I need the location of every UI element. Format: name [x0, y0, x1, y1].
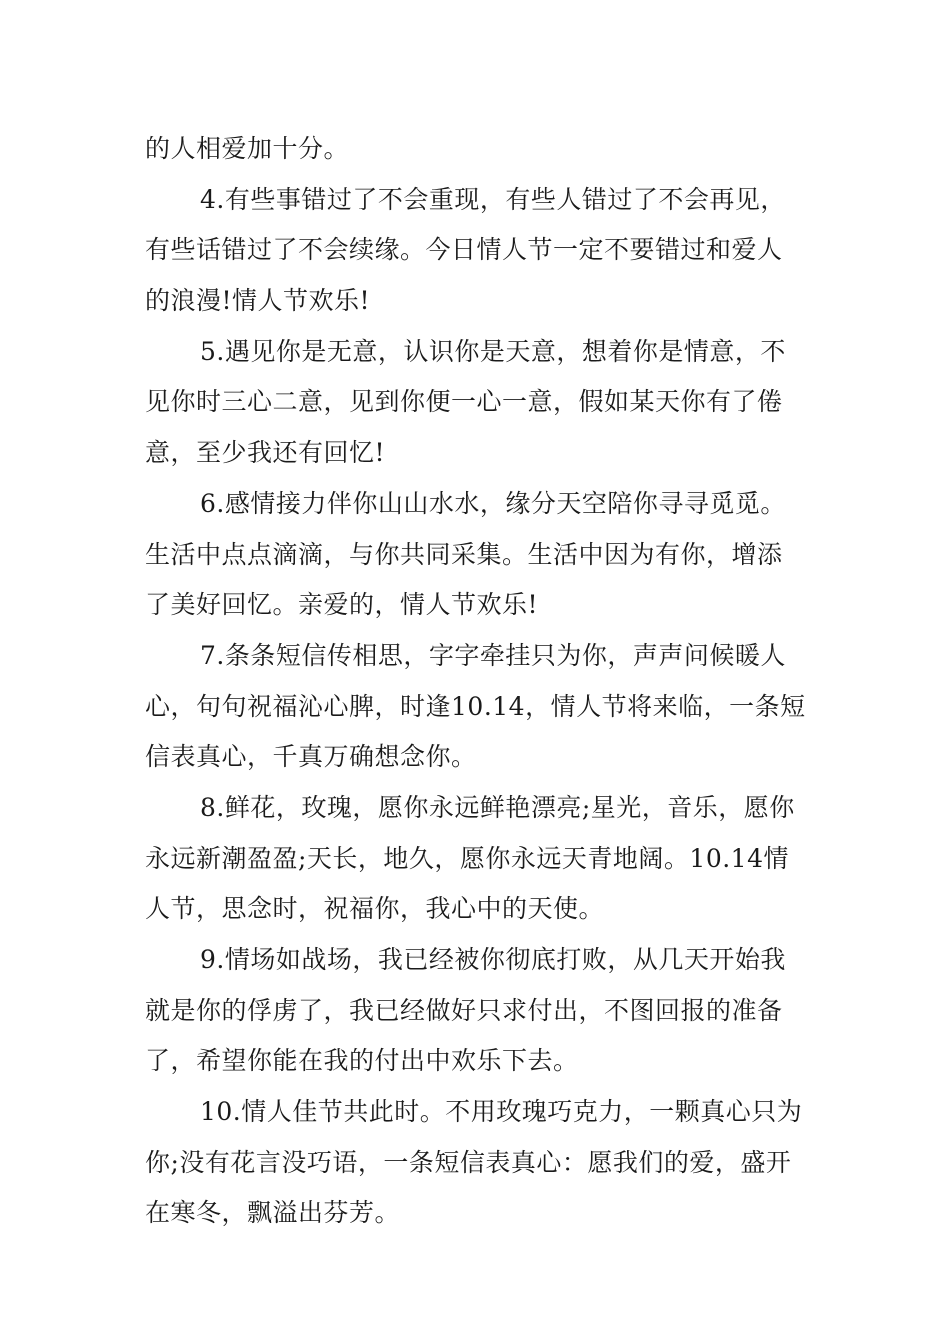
text-line: 永远新潮盈盈;天长，地久，愿你永远天青地阔。10.14情	[145, 843, 789, 873]
text-line: 见你时三心二意，见到你便一心一意，假如某天你有了倦	[145, 387, 783, 417]
text-line: 6.感情接力伴你山山水水，缘分天空陪你寻寻觅觅。	[200, 488, 786, 518]
text-line: 人节，思念时，祝福你，我心中的天使。	[145, 894, 605, 924]
text-line: 4.有些事错过了不会重现，有些人错过了不会再见，	[200, 184, 786, 214]
text-line: 就是你的俘虏了，我已经做好只求付出，不图回报的准备	[145, 995, 783, 1025]
text-line: 5.遇见你是无意，认识你是天意，想着你是情意，不	[200, 336, 786, 366]
text-line: 心，句句祝福沁心脾，时逢10.14，情人节将来临，一条短	[145, 691, 806, 721]
text-line: 8.鲜花，玫瑰，愿你永远鲜艳漂亮;星光，音乐，愿你	[200, 792, 795, 822]
text-line: 的浪漫!情人节欢乐!	[145, 286, 371, 316]
text-line: 生活中点点滴滴，与你共同采集。生活中因为有你，增添	[145, 539, 783, 569]
text-line: 的人相爱加十分。	[145, 134, 350, 163]
text-line: 信表真心，千真万确想念你。	[145, 742, 477, 772]
text-line: 了，希望你能在我的付出中欢乐下去。	[145, 1046, 579, 1076]
text-line: 了美好回忆。亲爱的，情人节欢乐!	[145, 590, 539, 620]
text-line: 意，至少我还有回忆!	[145, 438, 386, 468]
text-line: 7.条条短信传相思，字字牵挂只为你，声声问候暖人	[200, 640, 786, 670]
text-line: 在寒冬，飘溢出芬芳。	[145, 1198, 401, 1228]
text-line: 有些话错过了不会续缘。今日情人节一定不要错过和爱人	[145, 235, 783, 265]
text-line: 9.情场如战场，我已经被你彻底打败，从几天开始我	[200, 945, 786, 974]
text-line: 你;没有花言没巧语，一条短信表真心：愿我们的爱，盛开	[145, 1147, 792, 1177]
document-body	[145, 124, 815, 1239]
text-line: 10.情人佳节共此时。不用玫瑰巧克力，一颗真心只为	[200, 1097, 803, 1127]
